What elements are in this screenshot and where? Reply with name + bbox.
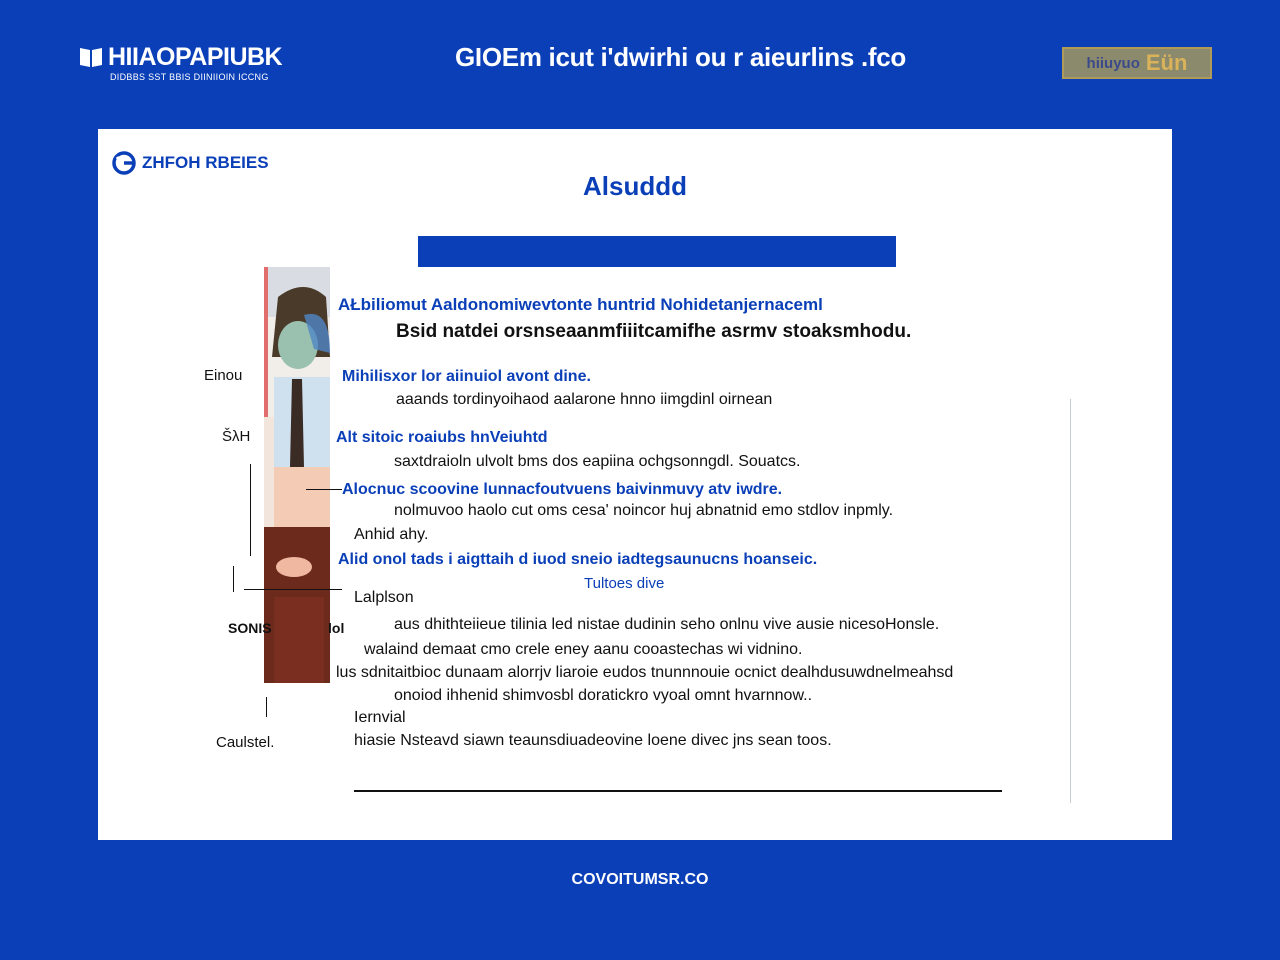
content-line: aus dhithteiieue tilinia led nistae dudinin seho onlnu vive ausie nicesoHonsle. <box>394 616 940 633</box>
content-line: Alid onol tads i aigttaih d iuod sneio iadtegsaunucns hoanseic. <box>338 551 818 568</box>
content-panel <box>98 129 1172 840</box>
brand-name: HIIAOPAPIUBK <box>108 43 283 71</box>
connector-line <box>250 464 251 556</box>
badge-value: Eün <box>1145 50 1188 75</box>
person-illustration <box>264 267 330 683</box>
connector-line <box>266 697 267 717</box>
footer-url[interactable]: COVOITUMSR.CO <box>571 871 709 888</box>
content-line: Anhid ahy. <box>354 526 429 543</box>
connector-line <box>233 566 234 592</box>
content-line: Alocnuc scoovine lunnacfoutvuens baivinmuvy atv iwdre. <box>342 481 783 498</box>
header-badge[interactable] <box>1062 47 1212 79</box>
side-label: Einou <box>204 367 243 384</box>
top-bar <box>0 0 1280 110</box>
panel-logo-text: ZHFOH RBEIES <box>142 153 269 172</box>
content-line: saxtdraioln ulvolt bms dos eapiina ochgsonngdl. Souatcs. <box>394 453 801 470</box>
content-line: lus sdnitaitbioc dunaam alorrjv liaroie eudos tnunnnouie ocnict dealhdusuwdnelmeahsd <box>336 664 954 681</box>
panel-title: Alsuddd <box>583 171 687 201</box>
content-line: Lalplson <box>354 589 414 606</box>
content-line: Bsid natdei orsnseaanmfiiitcamifhe asrmv stoaksmhodu. <box>396 321 912 342</box>
right-guide-line <box>1070 399 1071 803</box>
content-line: onoiod ihhenid shimvosbl doratickro vyoal omnt hvarnnow.. <box>394 687 813 704</box>
title-underline-bar <box>418 236 896 267</box>
content-annotation: Tultoes dive <box>584 575 665 592</box>
content-line: Mihilisxor lor aiinuiol avont dine. <box>342 368 591 385</box>
connector-line <box>244 589 342 590</box>
side-label: Caulstel. <box>216 734 275 751</box>
content-line: aaands tordinyoihaod aalarone hnno iimgdinl oirnean <box>396 391 773 408</box>
content-line: hiasie Nsteavd siawn teaunsdiuadeovine loene divec jns sean toos. <box>354 732 832 749</box>
side-label: ŠλH <box>222 428 251 445</box>
content-line: nolmuvoo haolo cut oms cesa' noincor huj abnatnid emo stdlov inpmly. <box>394 502 894 519</box>
bottom-rule <box>354 790 1002 792</box>
page-headline: GIOEm icut i'dwirhi ou r aieurlins .fco <box>455 42 906 72</box>
content-line: Alt sitoic roaiubs hnVeiuhtd <box>336 429 548 446</box>
brand-tagline: DIDBBS SST BBIS DIINIIOIN ICCNG <box>110 72 269 82</box>
side-label: lol <box>328 620 345 636</box>
brand-logo[interactable] <box>78 44 282 82</box>
content-line: AŁbiliomut Aaldonomiwevtonte huntrid Nohidetanjernaceml <box>338 295 823 314</box>
badge-label: hiiuyuo <box>1086 54 1140 72</box>
content-line: walaind demaat cmo crele eney aanu cooastechas wi vidnino. <box>364 641 803 658</box>
side-label: SONIS <box>228 620 272 636</box>
book-icon <box>78 45 104 69</box>
connector-line <box>306 489 342 490</box>
content-line: Iernvial <box>354 709 406 726</box>
